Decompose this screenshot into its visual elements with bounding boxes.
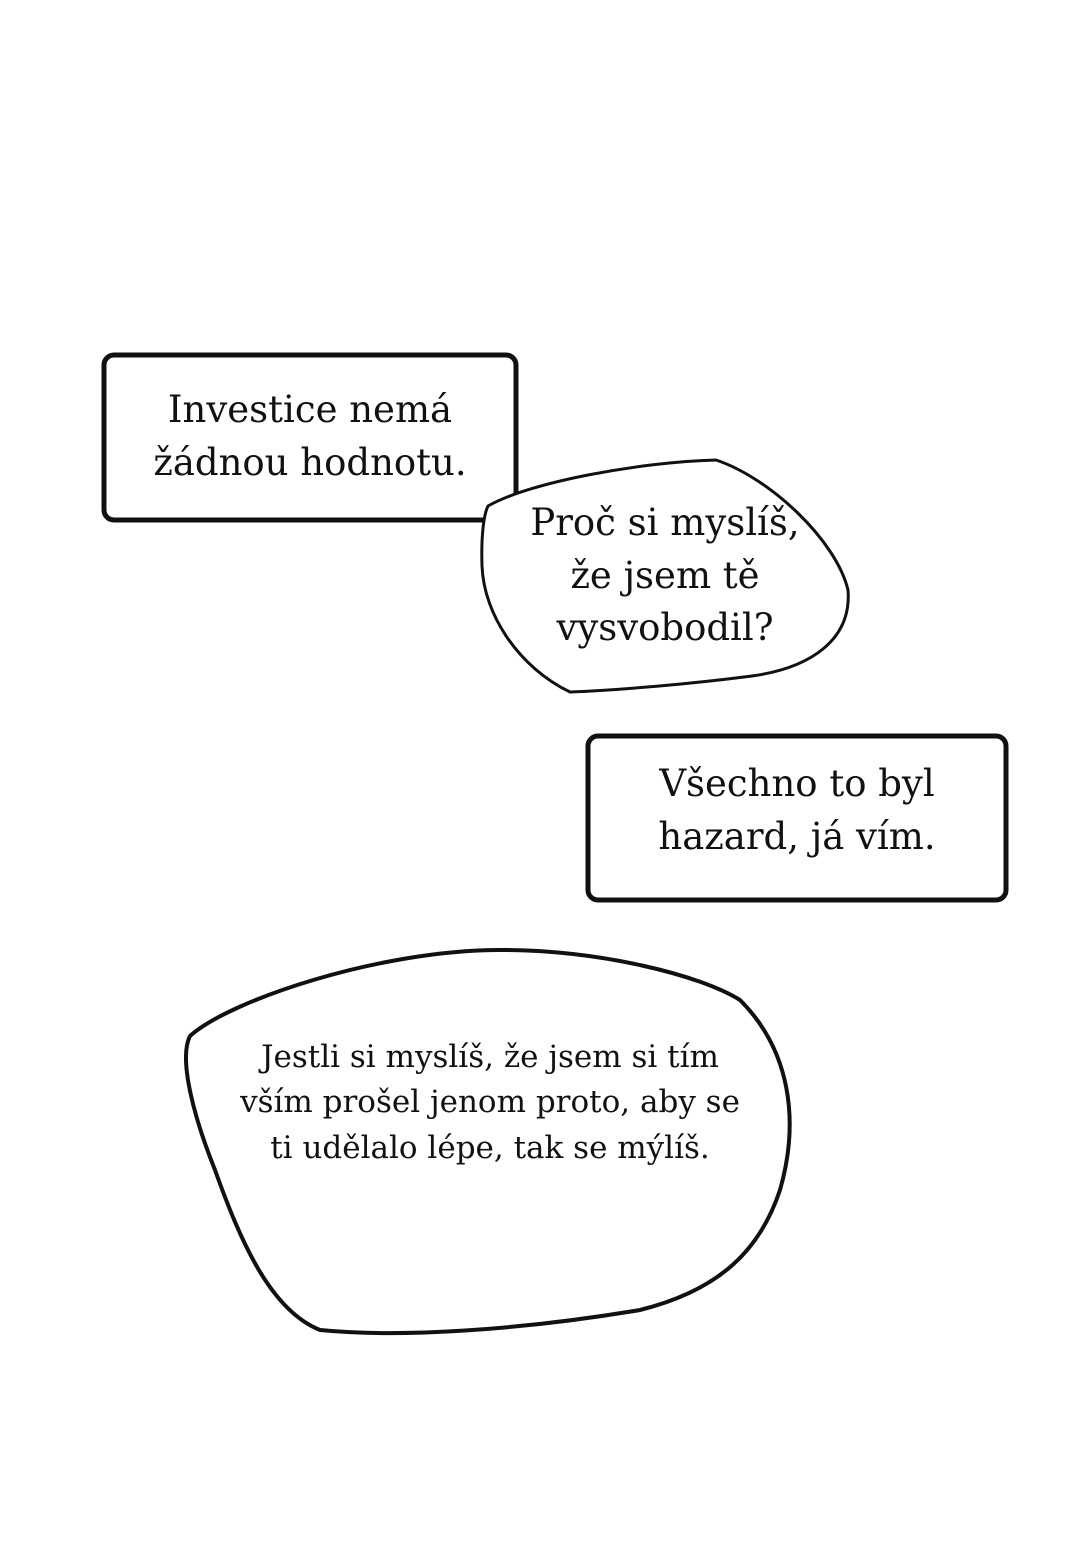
speech-text-4 bbox=[190, 1035, 790, 1171]
caption-text-3-line-1: Všechno to byl bbox=[659, 762, 935, 805]
speech-text-2-line-3: vysvobodil? bbox=[556, 606, 774, 650]
caption-text-1-line-2: žádnou hodnotu. bbox=[153, 440, 467, 484]
caption-text-3-line-2: hazard, já vím. bbox=[658, 814, 936, 858]
speech-text-2 bbox=[484, 497, 846, 655]
caption-text-1-line-1: Investice nemá bbox=[167, 388, 453, 431]
caption-text-1 bbox=[104, 384, 516, 489]
speech-text-2-line-2: že jsem tě bbox=[570, 553, 760, 597]
speech-text-2-line-1: Proč si myslíš, bbox=[530, 501, 800, 544]
speech-text-4-line-2: vším prošel jenom proto, aby se bbox=[240, 1084, 740, 1121]
caption-text-3 bbox=[588, 758, 1006, 863]
speech-text-4-line-1: Jestli si myslíš, že jsem si tím bbox=[261, 1039, 719, 1075]
speech-text-4-line-3: ti udělalo lépe, tak se mýlíš. bbox=[270, 1129, 710, 1166]
